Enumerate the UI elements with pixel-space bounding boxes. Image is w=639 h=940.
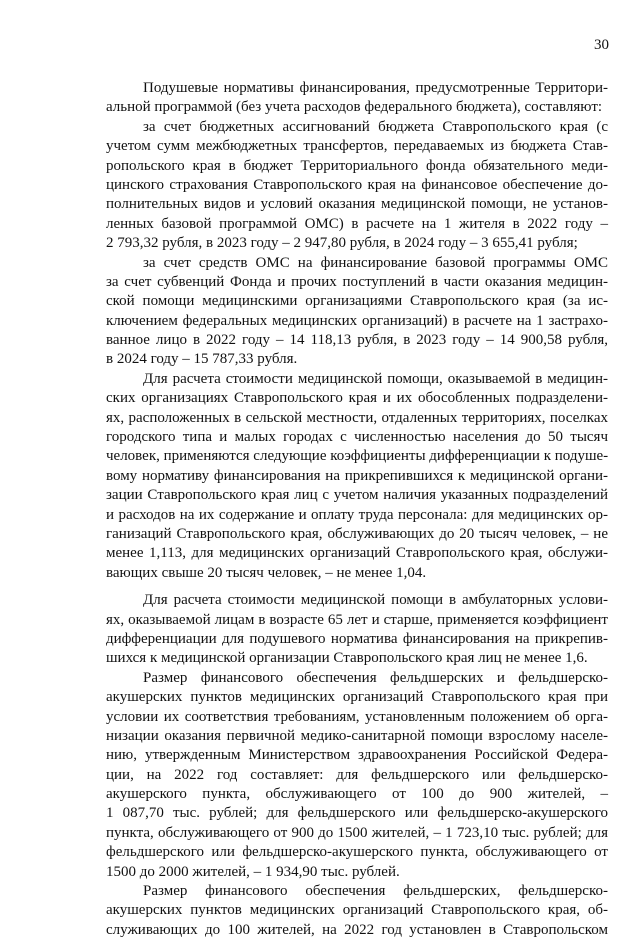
text-line: нию, утвержденным Министерством здравоохранения Российской Федера- (106, 747, 608, 764)
text-line: за счет субвенций Фонда и прочих поступлений в части оказания медицин- (106, 273, 608, 290)
text-line: менее 1,113, для медицинских организаций Ставропольского края, обслужи- (106, 545, 608, 562)
text-line: ции, на 2022 год составляет: для фельдшерского или фельдшерско- (106, 766, 608, 783)
text-line: ключением федеральных медицинских организаций) в расчете на 1 застрахо- (106, 312, 608, 329)
text-line: ганизаций Ставропольского края, обслуживающих до 20 тысяч человек, – не (106, 525, 608, 542)
text-line: ванное лицо в 2022 году – 14 118,13 рубля, в 2023 году – 14 900,58 рубля, (106, 332, 608, 349)
text-line: ях, расположенных в сельской местности, отдаленных территориях, поселках (106, 409, 608, 426)
paragraph (106, 882, 608, 940)
text-line: условии их соответствия требованиям, установленным положением об орга- (106, 708, 608, 725)
text-line: 2 793,32 рубля, в 2023 году – 2 947,80 рубля, в 2024 году – 3 655,41 рубля; (106, 235, 578, 252)
document-body (106, 79, 608, 940)
text-line: ленных базовой программой ОМС) в расчете на 1 жителя в 2022 году – (106, 215, 608, 232)
text-line: городского типа и малых городах с численностью населения до 50 тысяч (106, 429, 608, 446)
text-line: пункта, обслуживающего от 900 до 1500 жителей, – 1 723,10 тыс. рублей; для (106, 824, 608, 841)
text-line: зации Ставропольского края лиц с учетом наличия указанных подразделений (106, 487, 608, 504)
text-line: ских организациях Ставропольского края и их обособленных подразделени- (106, 390, 608, 407)
text-line: вающих свыше 20 тысяч человек, – не менее 1,04. (106, 564, 427, 581)
text-line: ропольского края в бюджет Территориального фонда обязательного меди- (106, 157, 608, 174)
paragraph (106, 79, 608, 118)
paragraph (106, 669, 608, 882)
paragraph (106, 370, 608, 583)
text-line: акушерских пунктов медицинских организаций Ставропольского края, об- (106, 902, 608, 919)
text-line: 1 087,70 тыс. рублей; для фельдшерского или фельдшерско-акушерского (106, 805, 608, 822)
text-line: ях, оказываемой лицам в возрасте 65 лет и старше, применяется коэффициент (106, 611, 608, 628)
text-line: человек, применяются следующие коэффициенты дифференциации к подуше- (106, 448, 609, 465)
text-line: Размер финансового обеспечения фельдшерских и фельдшерско- (143, 669, 608, 686)
text-line: альной программой (без учета расходов федерального бюджета), составляют: (106, 99, 603, 116)
paragraph (106, 118, 608, 254)
text-line: за счет средств ОМС на финансирование базовой программы ОМС (143, 254, 608, 271)
text-line: дифференциации для подушевого норматива финансирования на прикрепив- (106, 630, 608, 647)
text-line: Подушевые нормативы финансирования, предусмотренные Территори- (143, 80, 608, 96)
text-line: за счет бюджетных ассигнований бюджета Ставропольского края (с (143, 118, 608, 135)
text-line: фельдшерского или фельдшерско-акушерского пункта, обслуживающего от (106, 844, 608, 861)
text-line: и расходов на их содержание и оплату труда персонала: для медицинских ор- (106, 506, 608, 523)
text-line: акушерских пунктов медицинских организаций Ставропольского края при (106, 689, 608, 706)
text-line: шихся к медицинской организации Ставропольского края лиц не менее 1,6. (106, 650, 588, 667)
paragraph (106, 254, 608, 370)
text-line: акушерского пункта, обслуживающего от 100 до 900 жителей, – (106, 786, 608, 803)
text-line: 1500 до 2000 жителей, – 1 934,90 тыс. рублей. (106, 863, 400, 880)
page-number: 30 (594, 37, 609, 53)
text-line: служивающих до 100 жителей, на 2022 год установлен в Ставропольском (106, 921, 608, 938)
text-line: Для расчета стоимости медицинской помощи, оказываемой в медицин- (143, 370, 608, 387)
text-line: ской помощи медицинскими организациями Ставропольского края (за ис- (106, 293, 608, 310)
paragraph (106, 591, 608, 669)
text-line: цинского страхования Ставропольского края на финансовое обеспечение до- (106, 176, 608, 193)
text-line: вому нормативу финансирования на прикрепившихся к медицинской органи- (106, 467, 608, 484)
text-line: учетом сумм межбюджетных трансфертов, передаваемых из бюджета Став- (106, 138, 608, 155)
text-line: Для расчета стоимости медицинской помощи в амбулаторных услови- (143, 592, 608, 609)
text-line: в 2024 году – 15 787,33 рубля. (106, 351, 298, 368)
text-line: полнительных видов и условий оказания медицинской помощи, не установ- (106, 196, 608, 213)
text-line: низации оказания первичной медико-санитарной помощи взрослому населе- (106, 727, 608, 744)
text-line: Размер финансового обеспечения фельдшерских, фельдшерско- (143, 883, 608, 900)
